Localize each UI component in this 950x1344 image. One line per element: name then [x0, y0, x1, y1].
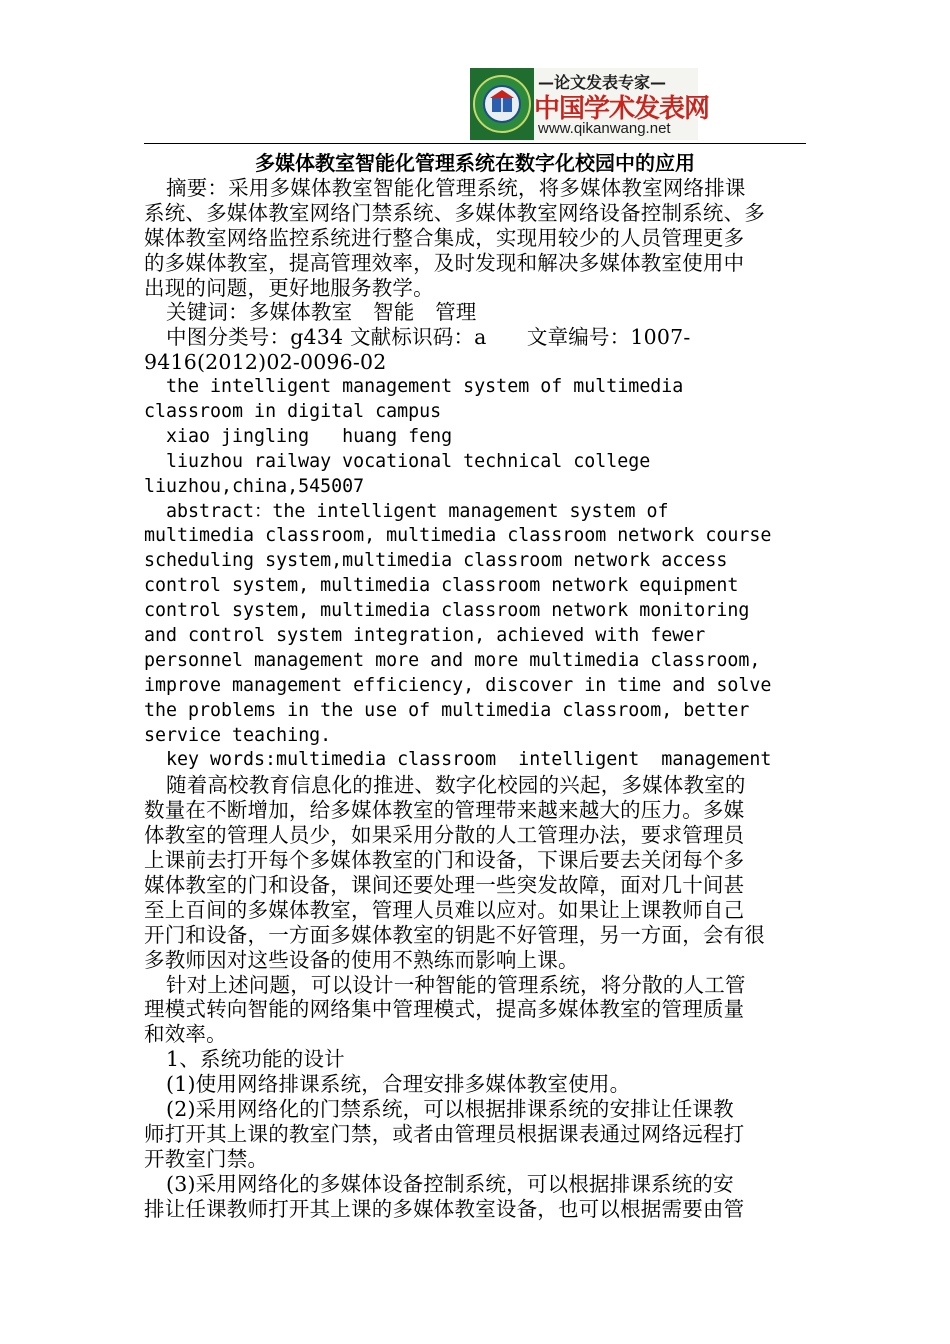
- text-line: (1)使用网络排课系统，合理安排多媒体教室使用。: [166, 1072, 631, 1097]
- text-line: the intelligent management system of multimedia: [166, 376, 684, 398]
- text-line: 随着高校教育信息化的推进、数字化校园的兴起，多媒体教室的: [166, 773, 746, 798]
- text-line: service teaching.: [144, 724, 332, 746]
- text-line: scheduling system,multimedia classroom network access: [144, 550, 728, 572]
- logo-tagline: —论文发表专家—: [538, 73, 667, 92]
- text-line: 开教室门禁。: [144, 1146, 269, 1171]
- text-line: 9416(2012)02-0096-02: [144, 350, 387, 375]
- text-line: liuzhou,china,545007: [144, 475, 365, 497]
- text-line: (2)采用网络化的门禁系统，可以根据排课系统的安排让任课教: [166, 1096, 734, 1121]
- text-line: abstract：the intelligent management system of: [166, 500, 669, 522]
- text-line: control system, multimedia classroom network equipment: [144, 575, 739, 597]
- text-line: liuzhou railway vocational technical college: [166, 450, 651, 472]
- text-line: and control system integration, achieved with fewer: [144, 625, 706, 647]
- text-line: the problems in the use of multimedia classroom, better: [144, 699, 750, 721]
- text-line: key words:multimedia classroom intelligent management: [166, 749, 772, 771]
- logo-wordmark: [534, 68, 710, 140]
- document-body: [144, 176, 794, 1221]
- text-line: 数量在不断增加，给多媒体教室的管理带来越来越大的压力。多媒: [144, 798, 745, 823]
- text-line: 关键词：多媒体教室 智能 管理: [166, 300, 477, 325]
- text-line: 出现的问题，更好地服务教学。: [144, 275, 434, 300]
- text-line: 1、系统功能的设计: [166, 1047, 345, 1072]
- document-title: 多媒体教室智能化管理系统在数字化校园中的应用: [255, 151, 695, 175]
- text-line: 针对上述问题，可以设计一种智能的管理系统，将分散的人工管: [166, 972, 746, 997]
- text-line: 中图分类号：g434 文献标识码：a 文章编号：1007-: [166, 325, 691, 350]
- text-line: 多教师因对这些设备的使用不熟练而影响上课。: [144, 947, 579, 972]
- text-line: multimedia classroom, multimedia classroom network course: [144, 525, 772, 547]
- text-line: xiao jingling huang feng: [166, 425, 453, 447]
- logo-name: 中国学术发表网: [534, 94, 710, 124]
- text-line: (3)采用网络化的多媒体设备控制系统，可以根据排课系统的安: [166, 1171, 734, 1196]
- logo-url: www.qikanwang.net: [538, 120, 671, 137]
- text-line: improve management efficiency, discover in time and solve: [144, 674, 772, 696]
- logo-emblem-icon: [470, 68, 534, 140]
- text-line: 的多媒体教室，提高管理效率，及时发现和解决多媒体教室使用中: [144, 250, 745, 275]
- text-line: control system, multimedia classroom network monitoring: [144, 600, 750, 622]
- text-line: 系统、多媒体教室网络门禁系统、多媒体教室网络设备控制系统、多: [144, 200, 765, 225]
- text-line: 体教室的管理人员少，如果采用分散的人工管理办法，要求管理员: [144, 823, 745, 848]
- text-line: classroom in digital campus: [144, 401, 442, 423]
- site-logo: [470, 68, 710, 140]
- text-line: 排让任课教师打开其上课的多媒体教室设备，也可以根据需要由管: [144, 1196, 745, 1221]
- text-line: 开门和设备，一方面多媒体教室的钥匙不好管理，另一方面，会有很: [144, 922, 765, 947]
- text-line: personnel management more and more multimedia classroom,: [144, 649, 761, 671]
- text-line: 媒体教室的门和设备，课间还要处理一些突发故障，面对几十间甚: [144, 872, 745, 897]
- text-line: 和效率。: [144, 1022, 227, 1047]
- text-line: 师打开其上课的教室门禁，或者由管理员根据课表通过网络远程打: [144, 1121, 745, 1146]
- text-line: 上课前去打开每个多媒体教室的门和设备，下课后要去关闭每个多: [144, 848, 745, 873]
- header-rule: [144, 143, 806, 144]
- text-line: 媒体教室网络监控系统进行整合集成，实现用较少的人员管理更多: [144, 225, 745, 250]
- text-line: 理模式转向智能的网络集中管理模式，提高多媒体教室的管理质量: [144, 997, 745, 1022]
- text-line: 至上百间的多媒体教室，管理人员难以应对。如果让上课教师自己: [144, 897, 745, 922]
- text-line: 摘要：采用多媒体教室智能化管理系统，将多媒体教室网络排课: [166, 176, 746, 200]
